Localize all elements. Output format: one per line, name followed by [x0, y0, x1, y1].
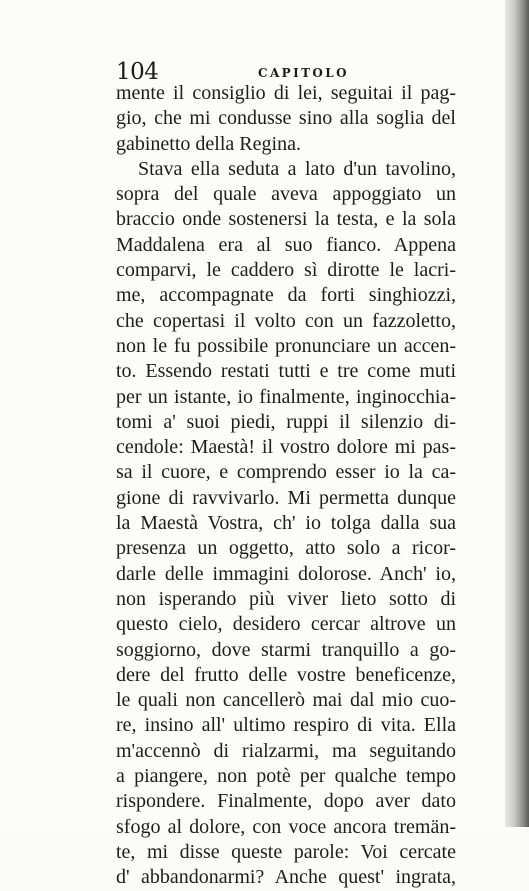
text-line: re, insino all' ultimo respiro di vita. Ella [116, 714, 456, 737]
page-number: 104 [116, 59, 159, 85]
text-line: tomi a' suoi piedi, ruppi il silenzio di- [116, 410, 456, 433]
text-line: le quali non cancellerò mai dal mio cuo- [116, 689, 456, 712]
text-line: soggiorno, dove starmi tranquillo a go- [116, 638, 456, 661]
text-line: me, accompagnate da forti singhiozzi, [116, 284, 456, 307]
text-line: non isperando più viver lieto sotto di [116, 587, 456, 610]
text-line: dere del frutto delle vostre beneficenze, [116, 663, 456, 686]
text-line: d' abbandonarmi? Anche quest' ingrata, [116, 866, 456, 889]
text-line: comparvi, le caddero sì dirotte le lacri- [116, 259, 456, 282]
text-line: gio, che mi condusse sino alla soglia del [116, 107, 456, 130]
text-line: presenza un oggetto, atto solo a ricor- [116, 537, 456, 560]
text-line: braccio onde sostenersi la testa, e la sola [116, 208, 456, 231]
text-line: m'accennò di rialzarmi, ma seguitando [116, 739, 456, 762]
text-line: rispondere. Finalmente, dopo aver dato [116, 790, 456, 813]
text-line: gione di ravvivarlo. Mi permetta dunque [116, 486, 456, 509]
text-line: to. Essendo restati tutti e tre come muti [116, 360, 456, 383]
text-line: questo cielo, desidero cercar altrove un [116, 613, 456, 636]
text-line: la Maestà Vostra, ch' io tolga dalla sua [116, 512, 456, 535]
text-line: te, mi disse queste parole: Voi cercate [116, 840, 456, 863]
text-line: gabinetto della Regina. [116, 132, 301, 155]
text-line: a piangere, non potè per qualche tempo [116, 765, 456, 788]
text-line: che copertasi il volto con un fazzoletto, [116, 309, 456, 332]
text-line: sfogo al dolore, con voce ancora tremän- [116, 815, 456, 838]
text-line: darle delle immagini dolorose. Anch' io, [116, 562, 456, 585]
text-line: cendole: Maestà! il vostro dolore mi pas- [116, 436, 456, 459]
text-line: sa il cuore, e comprendo esser io la ca- [116, 461, 456, 484]
page-edge-shadow [505, 0, 529, 827]
text-line: Maddalena era al suo fianco. Appena [116, 233, 456, 256]
text-line: non le fu possibile pronunciare un accen- [116, 334, 456, 357]
text-line: Stava ella seduta a lato d'un tavolino, [138, 157, 456, 180]
text-line: sopra del quale aveva appoggiato un [116, 183, 456, 206]
text-line: per un istante, io finalmente, inginocchia- [116, 385, 456, 408]
body-text [116, 81, 456, 891]
text-line: mente il consiglio di lei, seguitai il pag- [116, 82, 456, 104]
running-head: CAPITOLO [258, 66, 349, 80]
